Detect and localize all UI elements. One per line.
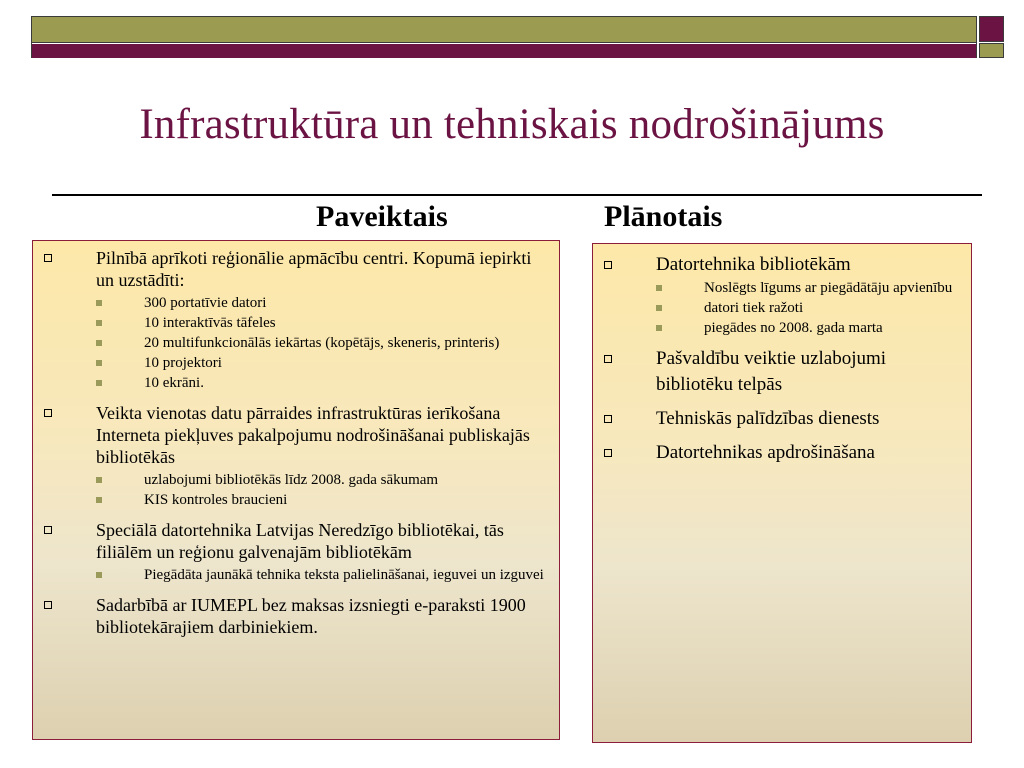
corner-olive-square xyxy=(979,43,1004,58)
square-bullet-icon xyxy=(96,380,102,386)
hollow-square-bullet-icon xyxy=(44,409,52,417)
sub-list-item xyxy=(96,353,549,373)
title-divider xyxy=(52,194,982,196)
list-item xyxy=(601,440,961,466)
list-item-text: Sadarbībā ar IUMEPL bez maksas izsniegti e-paraksti 1900 bibliotekārajiem darbiniekiem. xyxy=(96,595,526,637)
square-bullet-icon xyxy=(96,477,102,483)
list-item xyxy=(601,346,961,398)
left-bullet-list xyxy=(41,247,549,638)
top-decorative-bar xyxy=(31,16,977,58)
hollow-square-bullet-icon xyxy=(44,526,52,534)
sub-list-item-text: datori tiek ražoti xyxy=(704,300,804,316)
sub-list-item-text: piegādes no 2008. gada marta xyxy=(704,320,883,336)
sub-list-item xyxy=(96,565,549,585)
square-bullet-icon xyxy=(656,325,662,331)
square-bullet-icon xyxy=(96,320,102,326)
right-column-heading: Plānotais xyxy=(604,200,723,233)
list-item xyxy=(41,402,549,510)
hollow-square-bullet-icon xyxy=(44,254,52,262)
hollow-square-bullet-icon xyxy=(604,449,612,457)
square-bullet-icon xyxy=(96,497,102,503)
sub-list-item xyxy=(656,298,961,318)
list-item xyxy=(41,594,549,638)
square-bullet-icon xyxy=(96,572,102,578)
square-bullet-icon xyxy=(656,285,662,291)
list-item-text: Datortehnika bibliotēkām xyxy=(656,254,851,275)
list-item xyxy=(601,252,961,338)
hollow-square-bullet-icon xyxy=(44,601,52,609)
sub-list-item xyxy=(96,490,549,510)
sub-list-item-text: 10 interaktīvās tāfeles xyxy=(144,315,276,331)
left-panel-completed xyxy=(32,240,560,740)
sub-list-item-text: 300 portatīvie datori xyxy=(144,295,267,311)
square-bullet-icon xyxy=(96,360,102,366)
sub-list-item-text: Noslēgts līgums ar piegādātāju apvienību xyxy=(704,280,953,296)
list-item xyxy=(41,247,549,393)
sub-list-item-text: 20 multifunkcionālās iekārtas (kopētājs, skeneris, printeris) xyxy=(144,335,500,351)
hollow-square-bullet-icon xyxy=(604,261,612,269)
sub-list xyxy=(656,278,961,338)
list-item-text: Tehniskās palīdzības dienests xyxy=(656,408,880,429)
square-bullet-icon xyxy=(96,340,102,346)
list-item xyxy=(601,406,961,432)
list-item-text: Speciālā datortehnika Latvijas Neredzīgo bibliotēkai, tās filiālēm un reģionu galvenajām bibliotēkām xyxy=(96,520,504,562)
top-maroon-stripe xyxy=(32,44,976,58)
sub-list-item xyxy=(96,470,549,490)
list-item-text: Pilnībā aprīkoti reģionālie apmācību centri. Kopumā iepirkti un uzstādīti: xyxy=(96,248,532,290)
top-olive-stripe xyxy=(32,17,976,43)
sub-list-item xyxy=(656,278,961,298)
square-bullet-icon xyxy=(96,300,102,306)
sub-list-item xyxy=(96,333,549,353)
right-bullet-list xyxy=(601,252,961,466)
list-item-text: Pašvaldību veiktie uzlabojumi bibliotēku telpās xyxy=(656,348,887,395)
list-item xyxy=(41,519,549,585)
left-column-heading: Paveiktais xyxy=(316,200,448,233)
sub-list-item xyxy=(96,313,549,333)
square-bullet-icon xyxy=(656,305,662,311)
list-item-text: Datortehnikas apdrošināšana xyxy=(656,442,875,463)
list-item-text: Veikta vienotas datu pārraides infrastruktūras ierīkošana Interneta piekļuves pakalpojumu nodrošināšanai publiskajās bibliotēkās xyxy=(96,403,530,467)
hollow-square-bullet-icon xyxy=(604,415,612,423)
sub-list xyxy=(96,470,549,510)
hollow-square-bullet-icon xyxy=(604,355,612,363)
corner-maroon-square xyxy=(979,16,1004,42)
sub-list-item-text: 10 ekrāni. xyxy=(144,375,204,391)
slide-title: Infrastruktūra un tehniskais nodrošinājums xyxy=(139,101,885,148)
sub-list-item-text: KIS kontroles braucieni xyxy=(144,492,288,508)
sub-list xyxy=(96,293,549,393)
sub-list-item xyxy=(96,373,549,393)
sub-list-item-text: Piegādāta jaunākā tehnika teksta palielināšanai, ieguvei un izguvei xyxy=(144,567,544,583)
sub-list-item-text: uzlabojumi bibliotēkās līdz 2008. gada sākumam xyxy=(144,472,439,488)
sub-list xyxy=(96,565,549,585)
sub-list-item xyxy=(96,293,549,313)
right-panel-planned xyxy=(592,243,972,743)
sub-list-item xyxy=(656,318,961,338)
sub-list-item-text: 10 projektori xyxy=(144,355,222,371)
